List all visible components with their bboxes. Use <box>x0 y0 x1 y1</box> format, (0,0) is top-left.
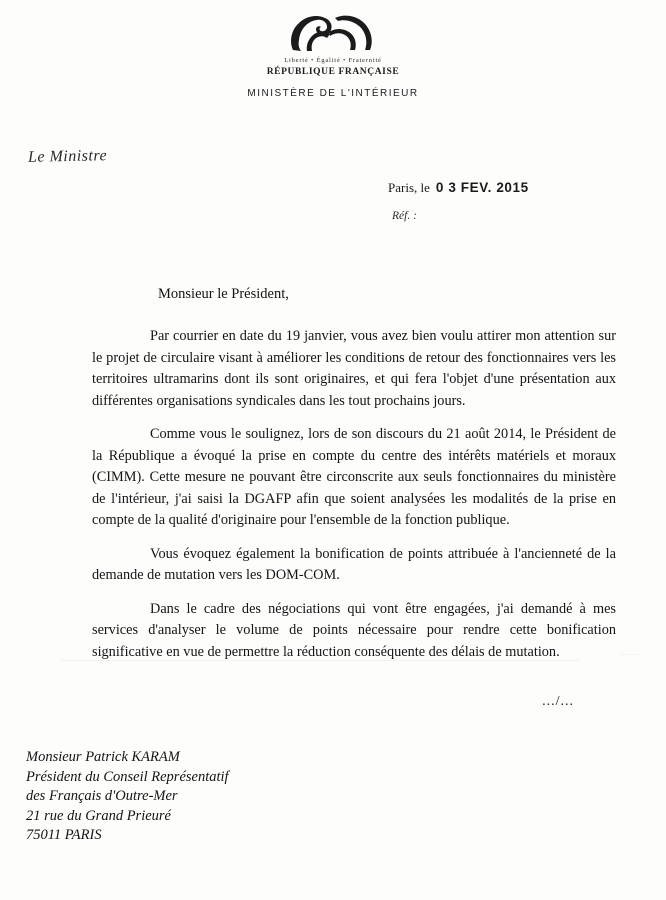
body-paragraph: Par courrier en date du 19 janvier, vous avez bien voulu attirer mon attention sur le projet de circulaire visant à améliorer les conditions de retour des fonctionnaires vers les territoires ultramarins dont ils sont originaires, et qui fera l'objet d'une présentation aux différentes organisations syndicales dans les tout prochains jours. <box>92 328 616 409</box>
recipient-line: Monsieur Patrick KARAM <box>26 749 180 765</box>
body-paragraph: Comme vous le soulignez, lors de son discours du 21 août 2014, le Président de la République a évoqué la prise en compte du centre des intérêts matériels et moraux (CIMM). Cette mesure ne pouvant être circonscrite aux seuls fonctionnaires du ministère de l'intérieur, j'ai saisi la DGAFP afin que soient analysées les modalités de la prise en compte de la qualité d'originaire pour l'ensemble de la fonction publique. <box>92 426 616 528</box>
recipient-line: Président du Conseil Représentatif <box>26 768 229 785</box>
reference-label: Réf. : <box>392 210 417 222</box>
recipient-line: 21 rue du Grand Prieuré <box>26 807 171 824</box>
marianne-emblem <box>273 10 393 56</box>
letter-body <box>92 326 616 663</box>
republic-motto: Liberté • Égalité • Fraternité <box>284 57 382 64</box>
minister-title: Le Ministre <box>27 147 108 166</box>
recipient-address <box>26 748 229 846</box>
letterhead-emblem-block <box>0 10 666 77</box>
place-label: Paris, le <box>388 180 430 195</box>
republic-name: RÉPUBLIQUE FRANÇAISE <box>266 67 400 77</box>
body-paragraph: Dans le cadre des négociations qui vont être engagées, j'ai demandé à mes services d'analyser le volume de points nécessaire pour rendre cette bonification significative en vue de permettre la réduction conséquente des délais de mutation. <box>92 600 616 660</box>
continuation-marker: .../... <box>542 694 574 709</box>
recipient-line: des Français d'Outre-Mer <box>26 788 178 804</box>
ministry-heading: MINISTÈRE DE L'INTÉRIEUR <box>247 88 419 99</box>
date-stamp: 0 3 FEV. 2015 <box>435 180 529 195</box>
body-paragraph: Vous évoquez également la bonification de points attribuée à l'ancienneté de la demande de mutation vers les DOM-COM. <box>92 545 616 583</box>
salutation: Monsieur le Président, <box>158 286 289 302</box>
recipient-line: 75011 PARIS <box>26 827 102 843</box>
place-and-date <box>388 180 529 196</box>
